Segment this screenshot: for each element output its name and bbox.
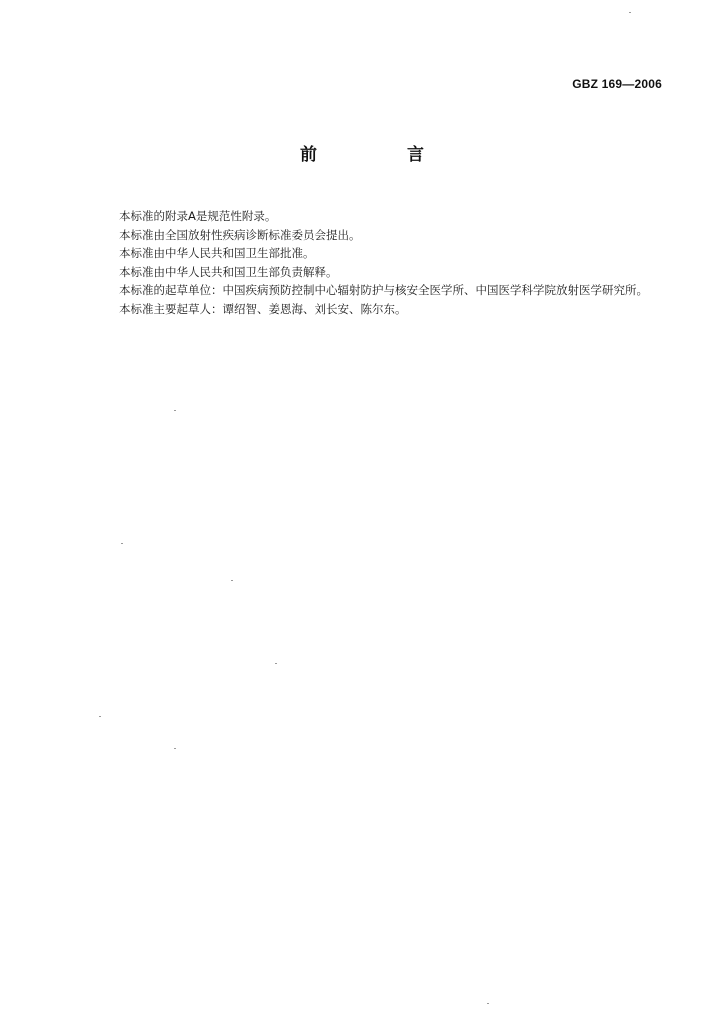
paragraph-approver: 本标准由中华人民共和国卫生部批准。 xyxy=(119,246,315,260)
paragraph-proposer: 本标准由全国放射性疾病诊断标准委员会提出。 xyxy=(119,227,361,242)
paragraph-interpreter: 本标准由中华人民共和国卫生部负责解释。 xyxy=(119,264,338,279)
paragraph-drafting-units: 本标准的起草单位：中国疾病预防控制中心辐射防护与核安全医学所、中国医学科学院放射医学研究所。 xyxy=(119,283,648,297)
scan-speck xyxy=(99,716,101,717)
scan-speck xyxy=(174,748,176,749)
paragraph-appendix: 本标准的附录A是规范性附录。 xyxy=(119,209,277,223)
scan-speck xyxy=(629,12,631,13)
scan-speck xyxy=(121,543,123,544)
standard-code: GBZ 169—2006 xyxy=(572,77,662,91)
scan-speck xyxy=(275,663,277,664)
preface-body xyxy=(84,207,664,318)
scan-speck xyxy=(231,580,233,581)
page-title: 前 言 xyxy=(300,145,466,165)
paragraph-drafters: 本标准主要起草人：谭绍智、姜恩海、刘长安、陈尔东。 xyxy=(119,301,407,316)
scan-speck xyxy=(487,1003,489,1004)
scan-speck xyxy=(174,410,176,411)
